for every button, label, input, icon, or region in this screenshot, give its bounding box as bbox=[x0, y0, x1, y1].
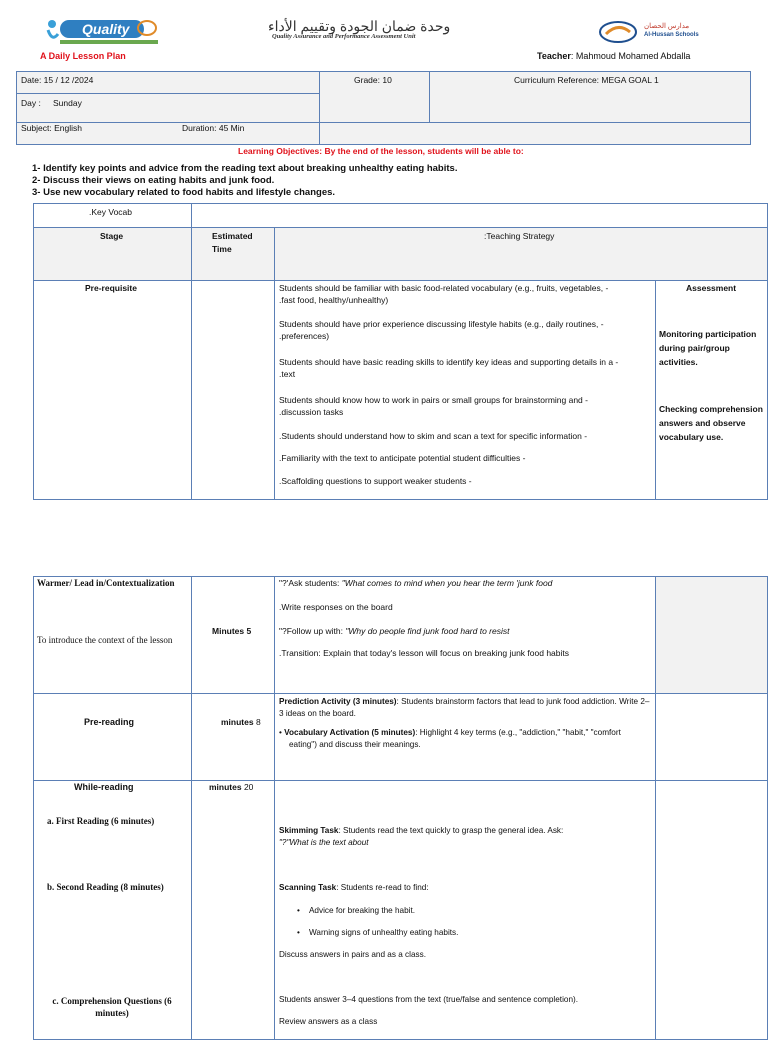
col-stage: Stage bbox=[100, 231, 124, 241]
prereading-time bbox=[221, 716, 261, 728]
prediction-label: Prediction Activity (3 minutes) bbox=[279, 697, 397, 706]
quality-logo-text: Quality bbox=[82, 21, 130, 37]
prereading-stage-cell bbox=[33, 693, 192, 781]
prereq-item-line: .Familiarity with the text to anticipate potential student difficulties - bbox=[279, 453, 526, 463]
assessment-2: Checking comprehension answers and observe vocabulary use. bbox=[659, 404, 763, 442]
comprehension-task bbox=[279, 994, 651, 1028]
prediction-activity bbox=[279, 696, 651, 720]
info-grade: Grade: 10 bbox=[354, 75, 392, 85]
info-day-label: Day : bbox=[21, 98, 41, 108]
prereq-stage: Pre-requisite bbox=[85, 283, 137, 293]
prereq-item bbox=[279, 452, 649, 475]
prereq-item-line: Students should be familiar with basic food-related vocabulary (e.g., fruits, vegetables, - bbox=[279, 283, 609, 293]
scanning-line bbox=[279, 882, 651, 905]
skimming-task bbox=[279, 825, 651, 849]
col-time bbox=[212, 230, 253, 256]
objectives-heading: Learning Objectives: By the end of the lesson, students will be able to: bbox=[238, 146, 524, 156]
skimming-line bbox=[279, 825, 651, 837]
warmer-line: .Write responses on the board bbox=[279, 602, 393, 612]
unit-title-ar: وحدة ضمان الجودة وتقييم الأداء bbox=[268, 18, 451, 34]
prereq-item-line: .discussion tasks bbox=[279, 407, 344, 417]
school-logo bbox=[598, 20, 718, 46]
first-reading-label: a. First Reading (6 minutes) bbox=[47, 816, 155, 826]
teacher-name: : Mahmoud Mohamed Abdalla bbox=[570, 51, 691, 61]
objective-item: 1- Identify key points and advice from the reading text about breaking unhealthy eating habits. bbox=[32, 163, 458, 174]
skimming-quote-text: "?"What is the text about bbox=[279, 838, 369, 847]
whilereading-time-cell bbox=[191, 780, 275, 1040]
warmer-line-quote: "What comes to mind when you hear the term 'junk food bbox=[341, 578, 553, 588]
warmer-assessment-cell bbox=[655, 576, 768, 694]
comprehension-label: c. Comprehension Questions (6 minutes) bbox=[52, 996, 172, 1018]
scanning-label: Scanning Task bbox=[279, 883, 337, 892]
whilereading-time-num: 20 bbox=[241, 782, 254, 792]
info-day-value: Sunday bbox=[53, 98, 82, 108]
prereading-time-num: 8 bbox=[253, 717, 261, 727]
prereq-item bbox=[279, 394, 649, 430]
col-strategy: :Teaching Strategy bbox=[484, 231, 555, 241]
unit-title-en: Quality Assurance and Performance Assessment Unit bbox=[272, 33, 416, 40]
prereq-item bbox=[279, 475, 649, 487]
prereading-time-cell bbox=[191, 693, 275, 781]
scanning-text: : Students re-read to find: bbox=[336, 883, 429, 892]
info-duration: Duration: 45 Min bbox=[182, 123, 245, 133]
school-logo-icon bbox=[598, 20, 638, 44]
warmer-line-text: "?Follow up with: bbox=[279, 626, 346, 636]
prereq-item-line: Students should know how to work in pairs or small groups for brainstorming and - bbox=[279, 395, 588, 405]
prereq-item-line: Students should have basic reading skills to identify key ideas and supporting details in a - bbox=[279, 357, 619, 367]
prereading-assessment-cell bbox=[655, 693, 768, 781]
prereq-item-line: .text bbox=[279, 369, 296, 379]
quality-logo bbox=[42, 14, 160, 48]
vocab-activation-label: Vocabulary Activation (5 minutes) bbox=[284, 728, 416, 737]
prereq-item bbox=[279, 430, 649, 452]
teacher-label: Teacher bbox=[537, 51, 571, 61]
comprehension-text: Students answer 3–4 questions from the text (true/false and sentence completion). bbox=[279, 995, 579, 1004]
warmer-stage: Warmer/ Lead in/Contextualization bbox=[37, 578, 175, 588]
warmer-time: Minutes 5 bbox=[212, 626, 252, 636]
vocab-activation: • Vocabulary Activation (5 minutes): Highlight 4 key terms (e.g., "addiction," "habit," "comfort eating") and discuss their meanings. bbox=[279, 728, 621, 749]
whilereading-time-unit: minutes bbox=[209, 782, 242, 792]
info-curriculum: Curriculum Reference: MEGA GOAL 1 bbox=[514, 75, 659, 85]
prediction-text: : Students brainstorm factors that lead to junk food addiction. Write 2–3 ideas on the board. bbox=[279, 697, 650, 718]
prereq-assessment-cell bbox=[655, 280, 768, 500]
col-time-line2: Time bbox=[212, 244, 232, 254]
warmer-line bbox=[279, 577, 651, 601]
review-text: Review answers as a class bbox=[279, 1017, 378, 1026]
prereq-item bbox=[279, 282, 649, 318]
skimming-text: : Students read the text quickly to grasp the general idea. Ask: bbox=[338, 826, 564, 835]
whilereading-assessment-cell bbox=[655, 780, 768, 1040]
prereq-list bbox=[279, 282, 649, 487]
skimming-label: Skimming Task bbox=[279, 826, 339, 835]
skimming-quote bbox=[279, 837, 651, 849]
info-divider bbox=[16, 93, 320, 94]
prereq-item bbox=[279, 356, 649, 394]
scan-item: • Advice for breaking the habit. bbox=[297, 906, 416, 915]
info-date: Date: 15 / 12 /2024 bbox=[21, 75, 94, 85]
warmer-purpose: To introduce the context of the lesson bbox=[37, 635, 173, 645]
whilereading-time bbox=[209, 781, 253, 793]
prereq-stage-cell bbox=[33, 280, 192, 500]
info-subject: Subject: English bbox=[21, 123, 82, 133]
scan-item-text: Warning signs of unhealthy eating habits. bbox=[308, 928, 459, 937]
warmer-line bbox=[279, 625, 651, 647]
prereq-item-line: .Scaffolding questions to support weaker students - bbox=[279, 476, 472, 486]
objective-item: 3- Use new vocabulary related to food habits and lifestyle changes. bbox=[32, 187, 336, 198]
warmer-line-quote: "Why do people find junk food hard to resist bbox=[345, 626, 510, 636]
col-time-line1: Estimated bbox=[212, 231, 253, 241]
school-logo-en: Al-Hussan Schools bbox=[644, 32, 699, 38]
vocab-activation-text: : Highlight 4 key terms (e.g., "addiction," "habit," "comfort eating") and discuss their meanings. bbox=[289, 728, 621, 749]
info-empty-cell bbox=[319, 122, 751, 145]
prereq-item-line: .fast food, healthy/unhealthy) bbox=[279, 295, 389, 305]
assessment-1: Monitoring participation during pair/group activities. bbox=[659, 329, 757, 367]
prereading-time-unit: minutes bbox=[221, 717, 254, 727]
prereading-strategy bbox=[279, 696, 651, 751]
scanning-task bbox=[279, 882, 651, 961]
prereq-item-line: .Students should understand how to skim and scan a text for specific information - bbox=[279, 431, 588, 441]
prereq-time-cell bbox=[191, 280, 275, 500]
scan-item: • Warning signs of unhealthy eating habits. bbox=[297, 928, 459, 937]
warmer-strategy bbox=[279, 577, 651, 659]
scan-item-text: Advice for breaking the habit. bbox=[308, 906, 416, 915]
prereq-item-line: Students should have prior experience discussing lifestyle habits (e.g., daily routines, - bbox=[279, 319, 604, 329]
key-vocab-label: .Key Vocab bbox=[89, 207, 133, 217]
prereq-item-line: .preferences) bbox=[279, 331, 330, 341]
prereading-stage: Pre-reading bbox=[84, 717, 135, 727]
objective-item: 2- Discuss their views on eating habits and junk food. bbox=[32, 175, 275, 186]
assessment-heading: Assessment bbox=[686, 283, 737, 293]
prereq-item bbox=[279, 318, 649, 356]
warmer-line: .Transition: Explain that today's lesson will focus on breaking junk food habits bbox=[279, 648, 569, 658]
second-reading-label: b. Second Reading (8 minutes) bbox=[47, 882, 164, 892]
school-logo-ar: مدارس الحصان bbox=[644, 23, 690, 30]
key-vocab-value-cell bbox=[191, 203, 768, 228]
objectives-list bbox=[32, 163, 457, 199]
discuss-line: Discuss answers in pairs and as a class. bbox=[279, 950, 426, 959]
warmer-line-text: "?'Ask students: bbox=[279, 578, 342, 588]
lesson-plan-title: A Daily Lesson Plan bbox=[40, 51, 126, 61]
teacher-line bbox=[537, 50, 690, 63]
whilereading-stage: While-reading bbox=[74, 782, 134, 792]
